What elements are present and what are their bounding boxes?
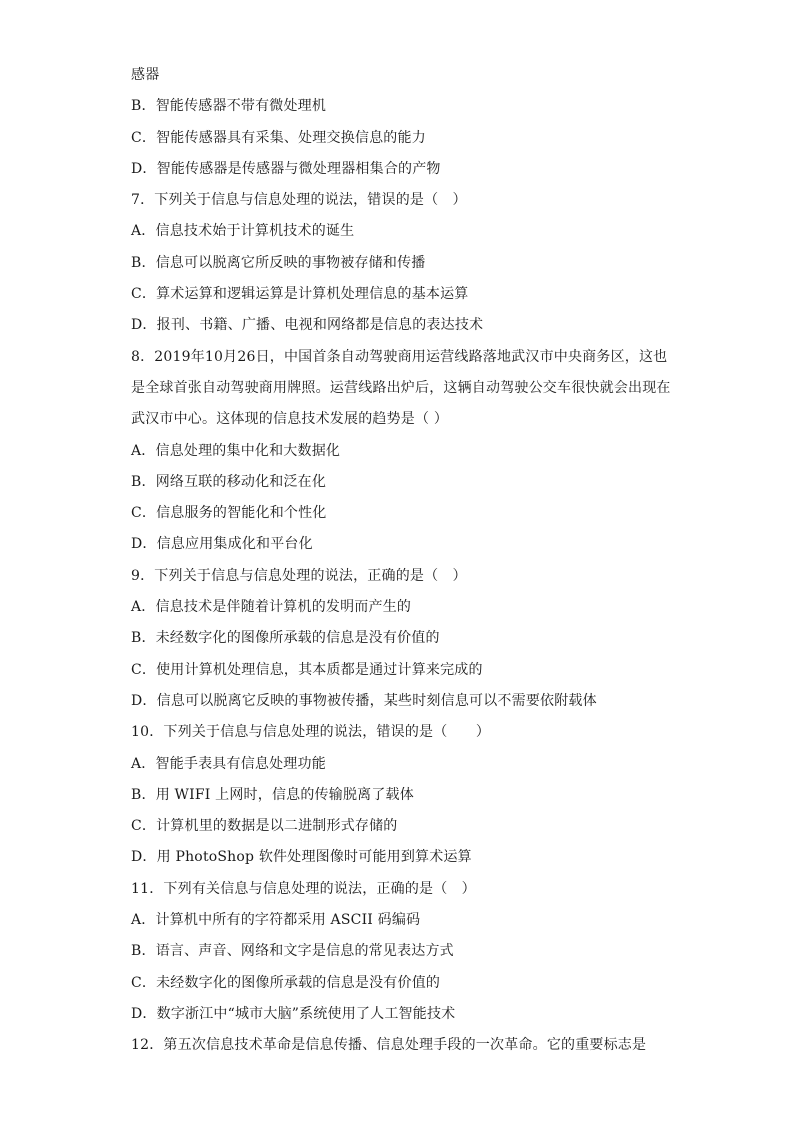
option-line: D．信息可以脱离它反映的事物被传播，某些时刻信息可以不需要依附载体 [131, 692, 597, 709]
option-line: C．计算机里的数据是以二进制形式存储的 [131, 818, 398, 835]
option-line: B．信息可以脱离它所反映的事物被存储和传播 [131, 254, 426, 271]
question-12-stem: 12．第五次信息技术革命是信息传播、信息处理手段的一次革命。它的重要标志是 [131, 1037, 647, 1054]
option-line: A．计算机中所有的字符都采用 ASCII 码编码 [131, 912, 421, 929]
option-line: C．未经数字化的图像所承载的信息是没有价值的 [131, 974, 441, 991]
option-line: B．语言、声音、网络和文字是信息的常见表达方式 [131, 943, 454, 960]
option-line: B．用 WIFI 上网时，信息的传输脱离了载体 [131, 786, 414, 803]
document-body [131, 64, 671, 1066]
question-11-stem: 11．下列有关信息与信息处理的说法，正确的是（ ） [131, 880, 476, 897]
option-line: C．信息服务的智能化和个性化 [131, 505, 327, 522]
option-line: D．报刊、书籍、广播、电视和网络都是信息的表达技术 [131, 317, 484, 334]
question-9-stem: 9．下列关于信息与信息处理的说法，正确的是（ ） [131, 567, 467, 584]
option-line: D．信息应用集成化和平台化 [131, 536, 313, 553]
option-line: B．网络互联的移动化和泛在化 [131, 473, 327, 490]
option-line: D．用 PhotoShop 软件处理图像时可能用到算术运算 [131, 849, 472, 866]
question-8-stem-cont: 武汉市中心。这体现的信息技术发展的趋势是（ ） [131, 411, 449, 428]
text-line-continued-option: 感器 [131, 67, 160, 83]
question-10-stem: 10．下列关于信息与信息处理的说法，错误的是（ ） [131, 724, 491, 741]
option-line: C．使用计算机处理信息，其本质都是通过计算来完成的 [131, 661, 483, 678]
option-line: A．信息处理的集中化和大数据化 [131, 442, 341, 459]
option-line: A．信息技术始于计算机技术的诞生 [131, 223, 355, 240]
question-8-stem-cont: 是全球首张自动驾驶商用牌照。运营线路出炉后，这辆自动驾驶公交车很快就会出现在 [131, 379, 671, 396]
option-line: D．智能传感器是传感器与微处理器相集合的产物 [131, 160, 441, 177]
question-8-stem: 8．2019年10月26日，中国首条自动驾驶商用运营线路落地武汉市中央商务区，这也 [131, 348, 668, 365]
option-line: C．算术运算和逻辑运算是计算机处理信息的基本运算 [131, 286, 469, 303]
option-line: B．未经数字化的图像所承载的信息是没有价值的 [131, 630, 440, 647]
option-line: D．数字浙江中“城市大脑”系统使用了人工智能技术 [131, 1005, 456, 1022]
option-line: A．智能手表具有信息处理功能 [131, 755, 326, 772]
question-7-stem: 7．下列关于信息与信息处理的说法，错误的是（ ） [131, 192, 467, 209]
option-line: A．信息技术是伴随着计算机的发明而产生的 [131, 599, 412, 616]
option-line: C．智能传感器具有采集、处理交换信息的能力 [131, 129, 426, 146]
option-line: B．智能传感器不带有微处理机 [131, 98, 327, 115]
